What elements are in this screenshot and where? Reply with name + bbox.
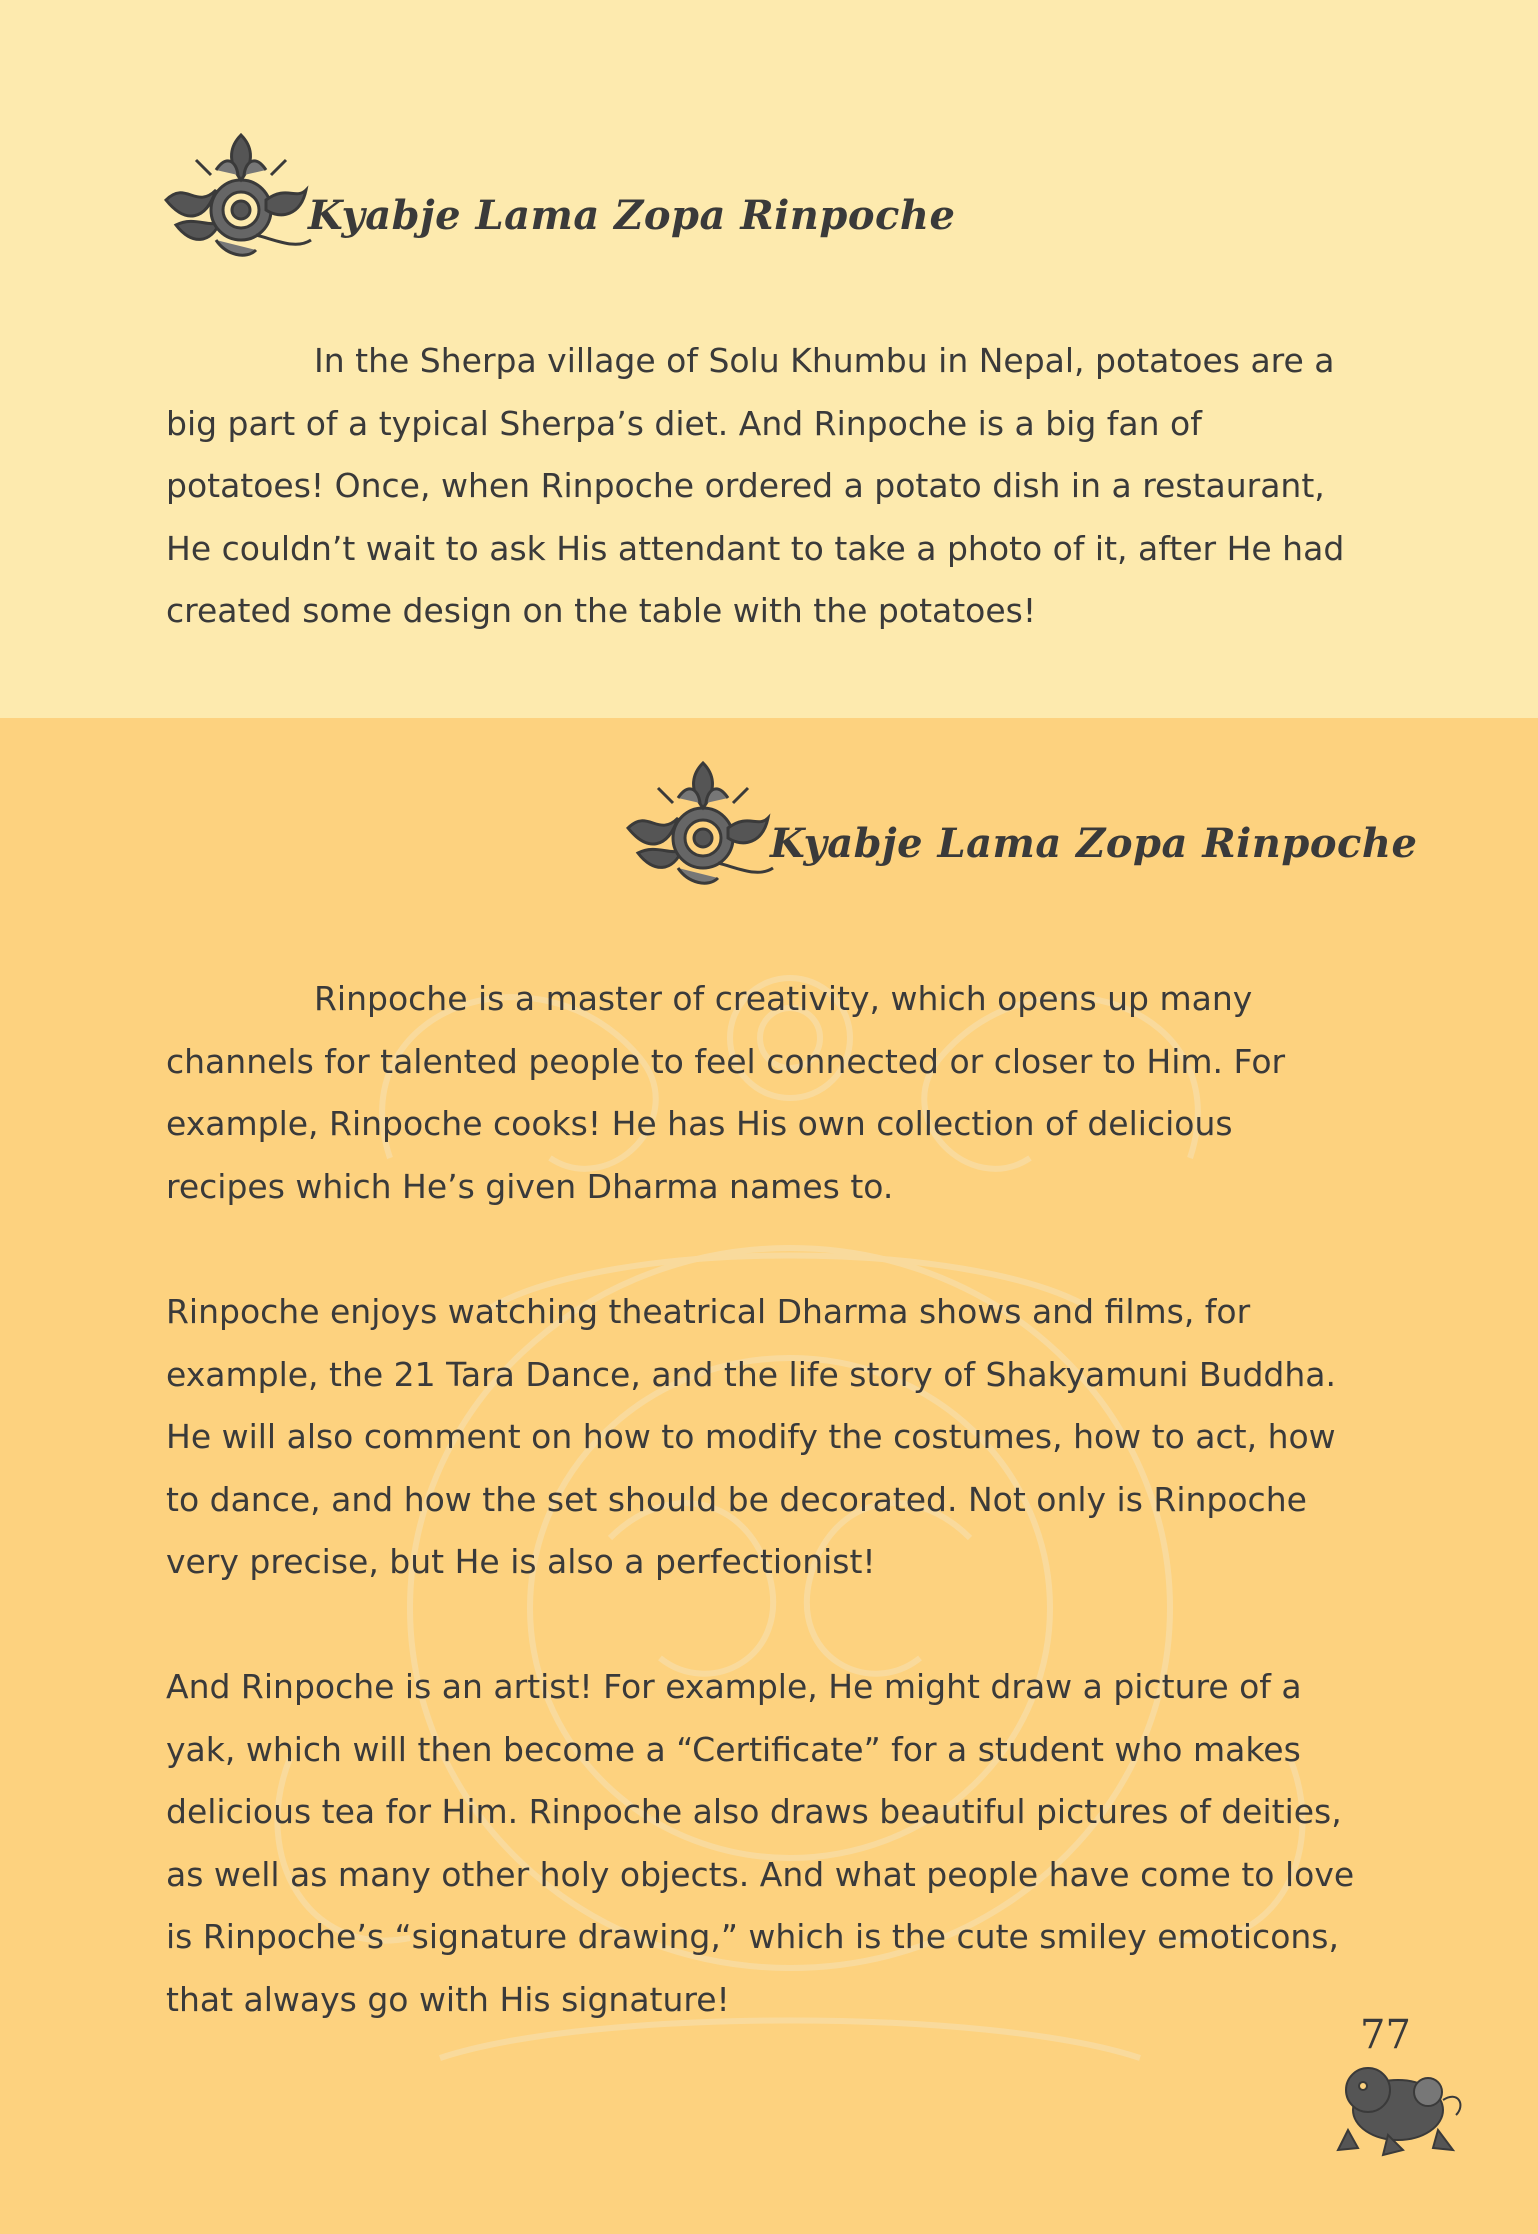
section2-heading: [618, 758, 1417, 898]
section1-paragraph: In the Sherpa village of Solu Khumbu in Nepal, potatoes are a big part of a typical Sherpa’s diet. And Rinpoche is a big fan of potatoes! Once, when Rinpoche ordered a potato dish in a restaurant, He couldn’t wait to ask His attendant to take a photo of it, after He had created some design on the table with the potatoes!: [166, 341, 1345, 630]
section2-paragraph-2: Rinpoche enjoys watching theatrical Dharma shows and films, for example, the 21 Tara Dance, and the life story of Shakyamuni Buddha. He will also comment on how to modify the costumes, how to act, how to dance, and how the set should be decorated. Not only is Rinpoche very precise, but He is also a perfectionist!: [166, 1292, 1336, 1581]
section2-paragraph-1: Rinpoche is a master of creativity, which opens up many channels for talented people to feel connected or closer to Him. For example, Rinpoche cooks! He has His own collection of delicious recipes which He’s given Dharma names to.: [166, 979, 1286, 1206]
flower-ornament-icon: [618, 758, 778, 898]
bottom-section: [0, 718, 1538, 2234]
section2-paragraph-3: And Rinpoche is an artist! For example, He might draw a picture of a yak, which will then become a “Certificate” for a student who makes delicious tea for Him. Rinpoche also draws beautiful pictures of deities, as well as many other holy objects. And what people have come to love is Rinpoche’s “signature drawing,” which is the cute smiley emoticons, that always go with His signature!: [166, 1667, 1355, 2019]
page-number: 77: [1360, 2012, 1411, 2058]
snow-lion-icon: [1328, 2050, 1468, 2160]
section2-title: Kyabje Lama Zopa Rinpoche: [770, 819, 1418, 867]
section1-heading: [156, 130, 955, 270]
top-section: [0, 0, 1538, 718]
flower-ornament-icon: [156, 130, 316, 270]
section1-title: Kyabje Lama Zopa Rinpoche: [308, 191, 956, 239]
